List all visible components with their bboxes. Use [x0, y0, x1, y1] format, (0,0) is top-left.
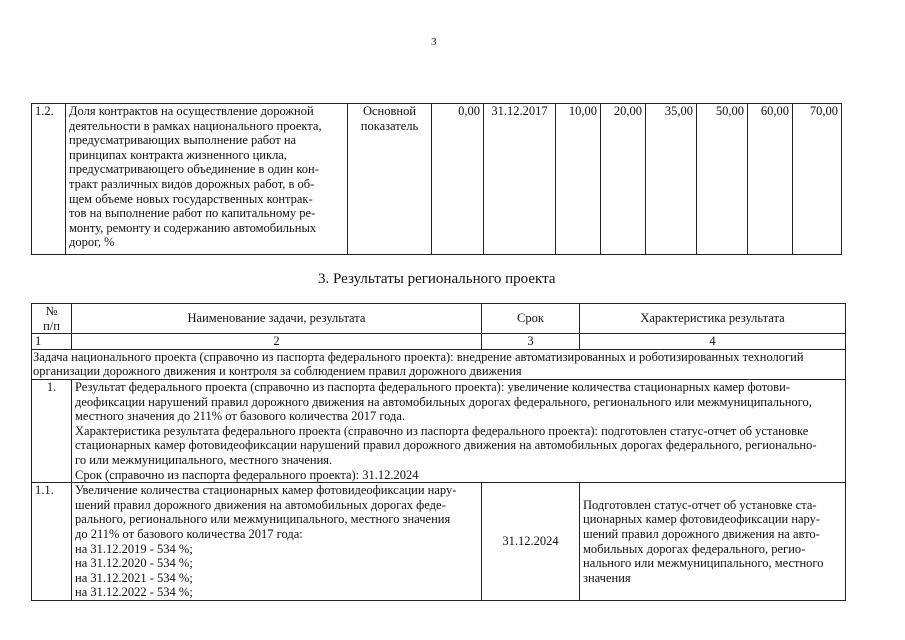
indicator-name: [66, 104, 348, 255]
indicator-type-line: показатель: [360, 118, 419, 133]
header-number: [32, 304, 72, 334]
result-line: стационарных камер фотовидеофиксации нарушений правил дорожного движения на автомобильных дорогах федерального, регионально-: [75, 438, 817, 453]
year-value: 50,00: [697, 104, 748, 255]
indicator-type-line: Основной: [362, 104, 417, 118]
task-line: Задача национального проекта (справочно из паспорта федерального проекта): внедрение автоматизированных и роботизированных технологий: [33, 349, 804, 364]
header-row: [32, 304, 846, 334]
subresult-term: 31.12.2024: [482, 483, 580, 601]
indicator-name-line: предусматривающих выполнение работ на: [69, 133, 297, 148]
column-number: 3: [482, 334, 580, 350]
column-number: 2: [72, 334, 482, 350]
indicator-name-line: тов на выполнение работ по капитальному ре-: [69, 206, 316, 221]
result-text: [72, 379, 846, 482]
indicator-name-line: монту, ремонту и содержанию автомобильных: [69, 220, 317, 235]
subresult-line: Увеличение количества стационарных камер фотовидеофиксации нару-: [75, 483, 457, 498]
year-value: 70,00: [793, 104, 842, 255]
subresult-name: [72, 483, 482, 601]
subresult-line: на 31.12.2020 - 534 %;: [75, 556, 193, 571]
indicator-name-line: тракт различных видов дорожных работ, в об-: [69, 176, 315, 191]
result-line: местного значения до 211% от базового количества 2017 года.: [75, 409, 406, 424]
result-line: Результат федерального проекта (справочно из паспорта федерального проекта): увеличение количества стационарных камер фотови-: [75, 379, 790, 394]
task-line: организации дорожного движения и контроля за соблюдением правил дорожного движения: [33, 364, 522, 379]
year-value: 35,00: [646, 104, 697, 255]
year-value: 20,00: [601, 104, 646, 255]
base-date: 31.12.2017: [484, 104, 556, 255]
characteristic-line: ционарных камер фотовидеофиксации нару-: [583, 512, 821, 527]
section-title: 3. Результаты регионального проекта: [318, 271, 556, 287]
indicator-name-line: предусматривающего объединение в один кон-: [69, 162, 319, 177]
indicator-name-line: щем объеме новых государственных контрак-: [69, 191, 313, 206]
result-line: Срок (справочно из паспорта федерального проекта): 31.12.2024: [75, 467, 419, 482]
characteristic-line: значения: [583, 570, 631, 585]
header-number-line: №: [45, 304, 58, 318]
header-name: Наименование задачи, результата: [72, 304, 482, 334]
indicator-name-line: Доля контрактов на осуществление дорожной: [69, 104, 314, 118]
subresult-number: 1.1.: [32, 483, 72, 601]
task-text: [32, 349, 846, 379]
subresult-line: рального, регионального или межмуниципального, местного значения: [75, 512, 451, 527]
subresult-line: на 31.12.2022 - 534 %;: [75, 585, 193, 600]
indicator-name-line: принципах контракта жизненного цикла,: [69, 147, 287, 162]
characteristic-line: шений правил дорожного движения на авто-: [583, 526, 820, 541]
result-line: деофиксации нарушений правил дорожного движения на автомобильных дорогах федерального, регионального или межмуниципального,: [75, 394, 812, 409]
year-value: 10,00: [556, 104, 601, 255]
column-number: 1: [32, 334, 72, 350]
subresult-line: на 31.12.2021 - 534 %;: [75, 570, 193, 585]
indicator-row: [32, 104, 842, 255]
result-number: 1.: [32, 379, 72, 482]
subresult-line: шений правил дорожного движения на автомобильных дорогах феде-: [75, 497, 446, 512]
year-value: 60,00: [748, 104, 793, 255]
results-table: [31, 303, 846, 601]
indicators-table: [31, 103, 842, 255]
result-line: Характеристика результата федерального проекта (справочно из паспорта федерального проекта): подготовлен статус-отчет об установке: [75, 423, 809, 438]
characteristic-line: нального или межмуниципального, местного: [583, 556, 824, 571]
task-row: [32, 349, 846, 379]
column-number: 4: [580, 334, 846, 350]
base-value: 0,00: [432, 104, 484, 255]
header-characteristic: Характеристика результата: [580, 304, 846, 334]
subresult-row: [32, 483, 846, 601]
characteristic-line: мобильных дорогах федерального, регио-: [583, 541, 806, 556]
result-line: го или межмуниципального, местного значения.: [75, 452, 333, 467]
indicator-name-line: деятельности в рамках национального проекта,: [69, 118, 322, 133]
characteristic-line: Подготовлен статус-отчет об установке ста-: [583, 497, 817, 512]
column-numbers-row: [32, 334, 846, 350]
subresult-line: на 31.12.2019 - 534 %;: [75, 541, 193, 556]
result-row: [32, 379, 846, 482]
indicator-number: 1.2.: [32, 104, 66, 255]
indicator-type: [348, 104, 432, 255]
subresult-line: до 211% от базового количества 2017 года:: [75, 526, 303, 541]
header-term: Срок: [482, 304, 580, 334]
indicator-name-line: дорог, %: [69, 235, 115, 250]
subresult-characteristic: [580, 483, 846, 601]
header-number-line: п/п: [43, 318, 60, 333]
page-number: 3: [431, 36, 437, 48]
